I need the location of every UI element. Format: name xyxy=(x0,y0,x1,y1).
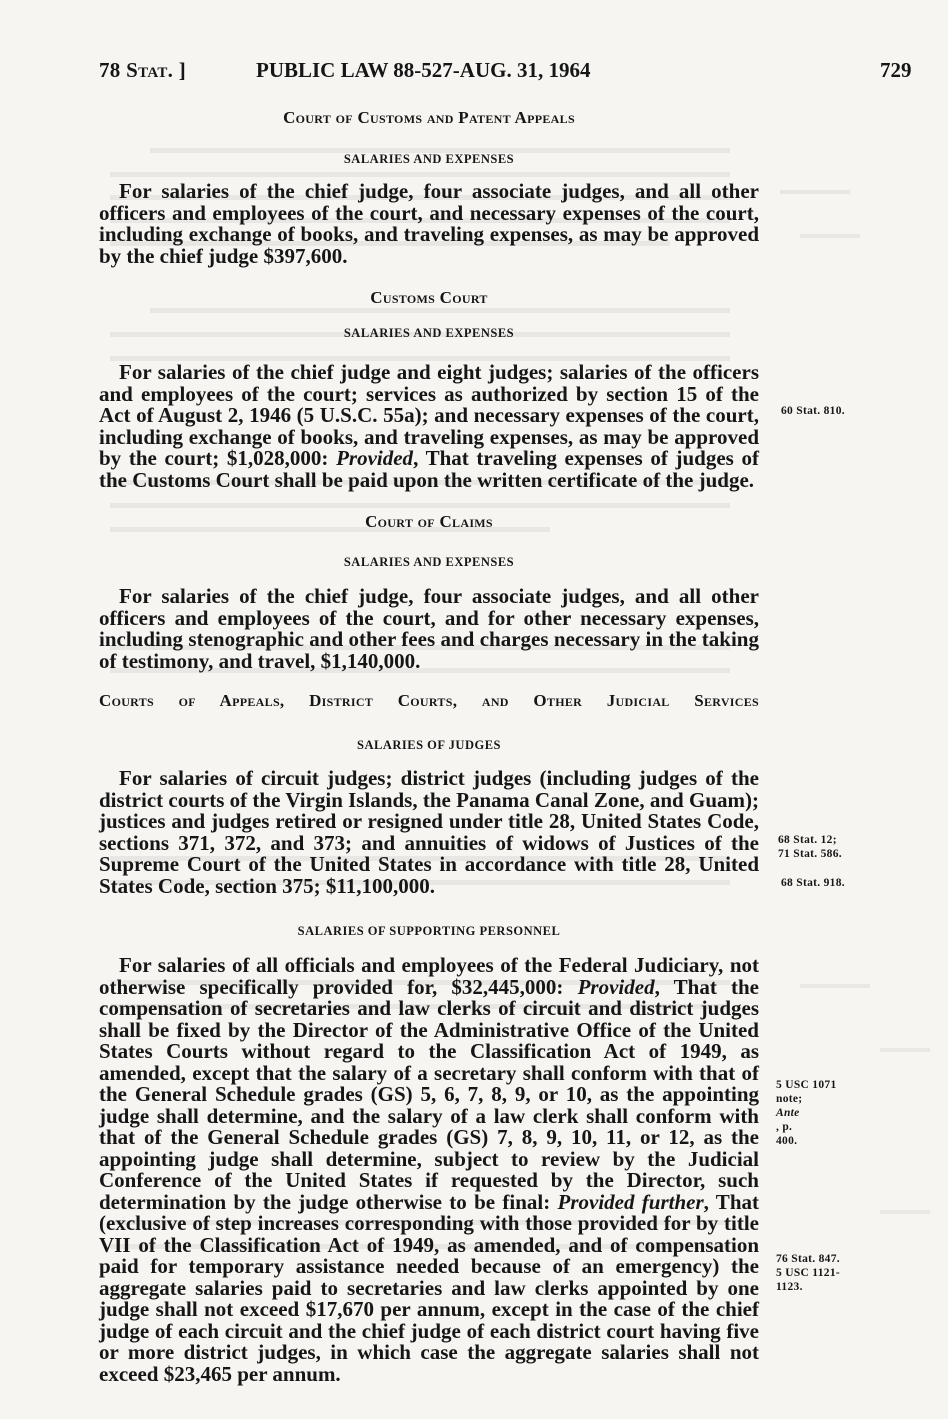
section-subheading: SALARIES AND EXPENSES xyxy=(343,152,515,166)
section-subheading: SALARIES OF JUDGES xyxy=(357,738,501,752)
section-subheading: SALARIES OF SUPPORTING PERSONNEL xyxy=(297,924,561,938)
section-heading-court-of-claims: Court of Claims xyxy=(365,512,493,531)
margin-note-76-stat-847: 76 Stat. 847. 5 USC 1121- 1123. xyxy=(776,1253,841,1293)
section-heading-customs-patent-appeals: Court of Customs and Patent Appeals xyxy=(283,108,575,127)
paragraph-customs-patent-appeals: For salaries of the chief judge, four associate judges, and all other officers and employees of the court, and necessary expenses of the court, including exchange of books, and traveling expenses, as may be approved by the chief judge $397,600. xyxy=(99,179,759,268)
paragraph-court-of-claims: For salaries of the chief judge, four associate judges, and all other officers and employees of the court, and for other necessary expenses, including stenographic and other fees and charges necessary in the taking of testimony, and travel, $1,140,000. xyxy=(99,584,759,673)
italic-provided: Provided xyxy=(336,446,414,470)
paragraph-salaries-of-judges: For salaries of circuit judges; district judges (including judges of the district courts of the Virgin Islands, the Panama Canal Zone, and Guam); justices and judges retired or resigned under title 28, United States Code, sections 371, 372, and 373; and annuities of widows of Justices of the Supreme Court of the United States in accordance with title 28, United States Code, section 375; $11,100,000. xyxy=(99,766,759,898)
header-stat: 78 Stat. ] xyxy=(99,58,187,82)
section-subheading: SALARIES AND EXPENSES xyxy=(343,555,515,569)
margin-note-60-stat-810: 60 Stat. 810. xyxy=(781,405,845,417)
italic-provided-further: Provided further xyxy=(557,1189,704,1214)
paragraph-supporting-personnel: For salaries of all officials and employees of the Federal Judiciary, not otherwise specifically provided for, $32,445,000: Provided, That the compensation of secretaries and law clerks of circuit and district judges shall be fixed by the Director of the Administrative Office of the United States Courts without regard to the Classification Act of 1949, as amended, except that the salary of a secretary shall conform with that of the General Schedule grades (GS) 5, 6, 7, 8, 9, or 10, as the appointing judge shall determine, and the salary of a law clerk shall conform with that of the General Schedule grades (GS) 7, 8, 9, 10, 11, or 12, as the appointing judge shall determine, subject to review by the Judicial Conference of the United States if requested by the Director, such determination by the judge otherwise to be final: Provided further, That (exclusive of step increases corresponding with those provided for by title VII of the Classification Act of 1949, as amended, and of compensation paid for temporary assistance needed because of an emergency) the aggregate salaries paid to secretaries and law clerks appointed by one judge shall not exceed $17,670 per annum, except in the case of the chief judge of each circuit and the chief judge of each district court having five or more district judges, in which case the aggregate salaries shall not exceed $23,465 per annum. xyxy=(99,953,759,1386)
italic-provided: Provided xyxy=(577,974,655,999)
section-heading-courts-of-appeals: Courts of Appeals, District Courts, and Other Judicial Services xyxy=(99,691,759,710)
margin-note-68-stat-918: 68 Stat. 918. xyxy=(781,877,845,889)
margin-note-68-stat-12: 68 Stat. 12; 71 Stat. 586. xyxy=(778,834,842,860)
section-heading-customs-court: Customs Court xyxy=(370,288,488,307)
margin-note-5-usc-1071: 5 USC 1071 note; Ante , p. 400. xyxy=(776,1079,837,1147)
page-number: 729 xyxy=(880,58,912,82)
section-subheading: SALARIES AND EXPENSES xyxy=(343,326,515,340)
header-title: PUBLIC LAW 88-527-AUG. 31, 1964 xyxy=(256,58,591,82)
paragraph-customs-court: For salaries of the chief judge and eight judges; salaries of the officers and employees of the court; services as authorized by section 15 of the Act of August 2, 1946 (5 U.S.C. 55a); and necessary expenses of the court, including exchange of books, and traveling expenses, as may be approved by the court; $1,028,000: Provided, That traveling expenses of judges of the Customs Court shall be paid upon the written certificate of the judge. xyxy=(99,360,759,492)
